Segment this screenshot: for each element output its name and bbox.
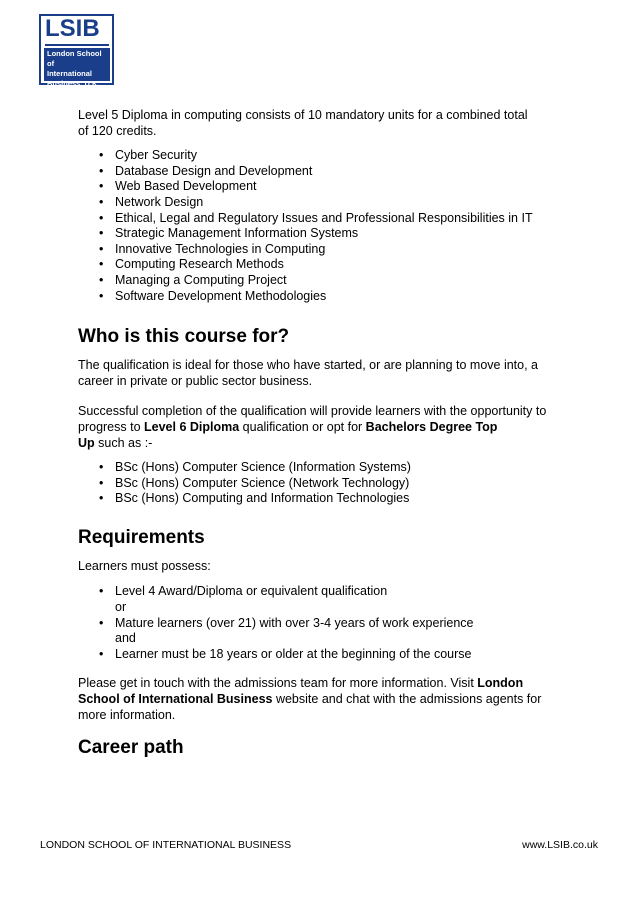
list-item — [78, 460, 564, 476]
bullet: • — [99, 491, 104, 506]
list-item-text: Web Based Development — [115, 179, 257, 194]
who-paragraph-2 — [78, 404, 564, 451]
logo-rule — [45, 44, 109, 46]
bullet: • — [99, 288, 104, 303]
bullet: • — [99, 584, 104, 599]
list-item — [78, 476, 564, 492]
requirements-list — [78, 584, 564, 662]
intro-paragraph — [78, 108, 564, 139]
bullet: • — [99, 257, 104, 272]
footer-right: www.LSIB.co.uk — [522, 839, 598, 851]
list-item-text: BSc (Hons) Computer Science (Information Systems) — [115, 460, 411, 475]
who-p2-mid: qualification or opt for — [239, 419, 366, 434]
logo-name-line-3: Business, U.K. — [47, 79, 100, 88]
contact-bold-school: School of International Business — [78, 692, 273, 707]
who-p2-line-1: Successful completion of the qualification will provide learners with the opportunity to — [78, 404, 547, 419]
bullet: • — [99, 163, 104, 178]
logo-name-box — [44, 48, 110, 88]
list-item — [78, 211, 564, 227]
requirements-intro: Learners must possess: — [78, 558, 211, 573]
requirement-1-connector: or — [115, 600, 127, 615]
list-item-text: Managing a Computing Project — [115, 272, 287, 287]
requirement-2-connector: and — [115, 631, 136, 646]
who-p1-line-1: The qualification is ideal for those who have started, or are planning to move into, a — [78, 358, 538, 373]
bullet: • — [99, 615, 104, 630]
list-item — [78, 289, 564, 305]
who-p2-post: such as :- — [94, 435, 153, 450]
bullet: • — [99, 210, 104, 225]
list-item — [78, 226, 564, 242]
who-paragraph-1 — [78, 358, 564, 389]
bullet: • — [99, 148, 104, 163]
bullet: • — [99, 475, 104, 490]
intro-line-2: of 120 credits. — [78, 123, 157, 138]
logo-name — [47, 49, 109, 89]
list-item-text: Software Development Methodologies — [115, 288, 327, 303]
bullet: • — [99, 460, 104, 475]
degrees-list — [78, 460, 564, 507]
list-item-text: Ethical, Legal and Regulatory Issues and Professional Responsibilities in IT — [115, 210, 533, 225]
list-item — [78, 273, 564, 289]
contact-paragraph — [78, 676, 564, 723]
intro-line-1: Level 5 Diploma in computing consists of 10 mandatory units for a combined total — [78, 108, 528, 122]
list-item-text: BSc (Hons) Computing and Information Technologies — [115, 491, 410, 506]
contact-post: website and chat with the admissions agents for — [272, 692, 542, 707]
bullet: • — [99, 194, 104, 209]
lsib-logo — [39, 14, 114, 88]
requirement-2: Mature learners (over 21) with over 3-4 years of work experience — [115, 615, 474, 630]
list-item-text: Cyber Security — [115, 148, 197, 163]
list-item — [78, 195, 564, 211]
list-item — [78, 179, 564, 195]
list-item-text: Network Design — [115, 194, 204, 209]
bullet: • — [99, 241, 104, 256]
bullet: • — [99, 179, 104, 194]
requirement-3: Learner must be 18 years or older at the beginning of the course — [115, 646, 472, 661]
list-item-text: Strategic Management Information Systems — [115, 226, 359, 241]
document-body — [78, 108, 564, 760]
list-item — [78, 242, 564, 258]
list-item-text: Innovative Technologies in Computing — [115, 241, 326, 256]
requirements-heading: Requirements — [78, 526, 205, 548]
list-item — [78, 647, 564, 663]
who-p2-pre: progress to — [78, 419, 145, 434]
list-item — [78, 148, 564, 164]
units-list — [78, 148, 564, 304]
contact-pre: Please get in touch with the admissions team for more information. Visit — [78, 676, 478, 691]
logo-name-line-1: London School of — [47, 49, 102, 68]
requirement-1: Level 4 Award/Diploma or equivalent qualification — [115, 584, 388, 599]
contact-line-3: more information. — [78, 707, 176, 722]
logo-abbr: LSIB — [45, 15, 100, 42]
list-item — [78, 491, 564, 507]
bullet: • — [99, 226, 104, 241]
top-up-text: Up — [78, 435, 95, 450]
list-item-text: Computing Research Methods — [115, 257, 284, 272]
career-heading: Career path — [78, 737, 184, 759]
level-6-diploma-text: Level 6 Diploma — [144, 419, 240, 434]
contact-bold-london: London — [477, 676, 524, 691]
list-item — [78, 164, 564, 180]
list-item — [78, 616, 564, 647]
list-item — [78, 584, 564, 615]
who-p1-line-2: career in private or public sector business. — [78, 373, 313, 388]
bachelors-degree-text: Bachelors Degree Top — [365, 419, 498, 434]
bullet: • — [99, 272, 104, 287]
list-item-text: Database Design and Development — [115, 163, 313, 178]
footer-left: LONDON SCHOOL OF INTERNATIONAL BUSINESS — [40, 839, 292, 851]
bullet: • — [99, 646, 104, 661]
list-item — [78, 257, 564, 273]
who-heading: Who is this course for? — [78, 326, 290, 348]
list-item-text: BSc (Hons) Computer Science (Network Technology) — [115, 475, 410, 490]
logo-name-line-2: International — [47, 69, 93, 78]
